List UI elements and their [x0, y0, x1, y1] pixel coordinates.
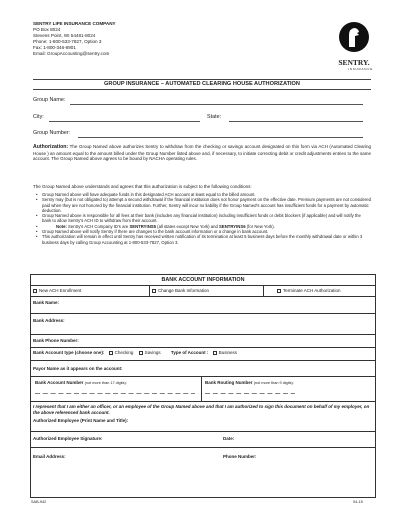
divider [30, 447, 376, 448]
condition-item: • Group Named above will notify Sentry if there are changes to the bank account information or a change in bank account. [42, 229, 371, 234]
certification-statement: I represent that I am either an officer, or an employee of the Group Named above and that I am authorized to sign this document on behalf of my employer, on the above referenced bank account. [33, 404, 370, 415]
divider [30, 285, 376, 286]
conditions-intro: The Group Named above understands and agrees that this authorization is subject to the following conditions: [33, 184, 252, 189]
sentry-logo [333, 20, 375, 71]
note-text-2: (all states except New York) and [155, 223, 220, 229]
divider [30, 347, 376, 348]
title-rule-top [33, 79, 371, 80]
authorized-employee-label[interactable]: Authorized Employee (Print Name and Title): [33, 418, 129, 423]
routing-number-label: Bank Routing Number [205, 380, 253, 385]
date-label[interactable]: Date: [223, 436, 235, 441]
account-number-digit-slots[interactable] [35, 392, 195, 395]
company-phone: Phone: 1-800-533-7827, Option 3 [33, 38, 102, 44]
divider [263, 285, 264, 296]
note-text-3: (for New York). [245, 223, 275, 229]
phone-label[interactable]: Phone Number: [223, 454, 257, 459]
divider [30, 313, 376, 314]
new-enrollment-checkbox[interactable] [33, 289, 37, 293]
condition-item: • Group Named above will have adequate funds in this designated ACH account at least equal to the billed amount. [42, 192, 371, 197]
option-label: Terminate ACH Authorization [283, 288, 341, 293]
condition-item: • Sentry may (but is not obligated to) attempt a second withdrawal if the financial institution does not honor payment on the effective date. Premium payments are not considered paid when they are not honored by the financial institution. Further, Sentry will incur no liability if the Group Named's account has insufficient funds for a payment by automatic deduction. [42, 197, 371, 213]
conditions-list [33, 192, 371, 245]
group-name-input[interactable] [70, 104, 363, 105]
type-of-account-label: Type of Account : [170, 350, 209, 355]
option-change-bank[interactable] [152, 288, 209, 293]
company-name: SENTRY LIFE INSURANCE COMPANY [33, 21, 116, 26]
company-email: Email: GroupAccounting@sentry.com [33, 50, 110, 56]
account-number-note: (not more than 17 digits): [84, 381, 127, 385]
savings-label: Savings [144, 350, 161, 355]
company-address-2: Stevens Point, WI 54481-8024 [33, 32, 96, 38]
divider [201, 376, 202, 401]
bank-phone-label[interactable]: Bank Phone Number: [33, 338, 79, 343]
business-label: Business [218, 350, 237, 355]
note-id-1: SENTRYINS5 [129, 223, 156, 229]
business-option[interactable] [213, 350, 237, 355]
company-address-1: PO Box 8024 [33, 26, 61, 32]
option-label: New ACH Enrollment [39, 288, 82, 293]
divider [30, 401, 376, 402]
city-input[interactable] [49, 121, 200, 122]
checking-label: Checking [114, 350, 134, 355]
group-number-input[interactable] [78, 137, 363, 138]
checking-option[interactable] [109, 350, 134, 355]
city-label: City: [33, 114, 44, 120]
divider [30, 296, 376, 297]
account-number-label: Bank Account Number [35, 380, 84, 385]
condition-item: • This authorization will remain in effect until Sentry has received written notification of its termination at least 5 business days before the monthly withdrawal date or within 3 business days by calling Group Accounting at 1-800-533-7827, Option 3. [42, 234, 371, 245]
authorization-paragraph [33, 144, 371, 162]
group-name-label: Group Name: [33, 97, 66, 103]
logo-subtext: INSURANCE [348, 67, 373, 71]
routing-number-digit-slots[interactable] [205, 392, 295, 395]
note-prefix: Note: [56, 223, 67, 229]
routing-number-note: (not more than 9 digits): [253, 381, 294, 385]
bank-section-title: BANK ACCOUNT INFORMATION [161, 277, 245, 283]
savings-option[interactable] [139, 350, 161, 355]
footer-form-number: SAB-942 [31, 500, 47, 504]
company-header [33, 21, 116, 56]
divider [149, 285, 150, 296]
title-rule-bottom [33, 89, 371, 90]
form-title: GROUP INSURANCE – AUTOMATED CLEARING HOUSE AUTHORIZATION [104, 81, 300, 87]
account-number-field[interactable] [35, 380, 127, 385]
state-input[interactable] [229, 121, 363, 122]
terminate-checkbox[interactable] [277, 289, 281, 293]
divider [30, 376, 376, 377]
bank-address-label[interactable]: Bank Address: [33, 318, 65, 323]
option-terminate[interactable] [277, 288, 341, 293]
bank-account-section [30, 274, 376, 498]
note-id-2: SENTRYINS6 [219, 223, 246, 229]
footer-revision-date: 04-15 [353, 500, 363, 504]
company-fax: Fax: 1-800-346-8901 [33, 44, 76, 50]
email-label[interactable]: Email Address: [33, 454, 66, 459]
condition-item: • Group Named above is responsible for all fees at their bank (includes any financial institution) including insufficient funds or debit blockers (if applicable) and will notify the bank to allow Sentry's ACH ID to withdraw from their account. [42, 213, 371, 224]
bank-name-label[interactable]: Bank Name: [33, 300, 60, 305]
group-number-label: Group Number: [33, 130, 71, 136]
business-checkbox[interactable] [213, 351, 217, 355]
note-text-1: Sentry's ACH Company ID's are [66, 223, 130, 229]
checking-checkbox[interactable] [109, 351, 113, 355]
divider [30, 431, 376, 432]
account-type-label: Bank Account type (choose one): [33, 350, 105, 355]
authorization-text: The Group Named above authorizes Sentry to withdraw from the checking or savings account designated on this form via ACH (Automated Clearing House ) an amount equal to the amount billed under the Group Number listed above and, if necessary, to initiate correcting debit or credit adjustments entries to the same account. The Group Named above agrees to be bound by NACHA operating rules. [33, 144, 371, 162]
payor-name-label[interactable]: Payor Name as it appears on the account: [33, 366, 123, 371]
change-bank-checkbox[interactable] [152, 289, 156, 293]
divider [30, 334, 376, 335]
option-label: Change Bank Information [158, 288, 210, 293]
sentry-emblem-icon [333, 20, 375, 54]
divider [30, 360, 376, 361]
routing-number-field[interactable] [205, 380, 294, 385]
logo-wordmark: SENTRY. [338, 58, 370, 67]
signature-label[interactable]: Authorized Employee Signature: [33, 436, 103, 441]
savings-checkbox[interactable] [139, 351, 143, 355]
authorization-heading: Authorization: [33, 144, 69, 150]
option-new-enrollment[interactable] [33, 288, 81, 293]
account-type-row [33, 350, 237, 355]
state-label: State: [207, 114, 222, 120]
